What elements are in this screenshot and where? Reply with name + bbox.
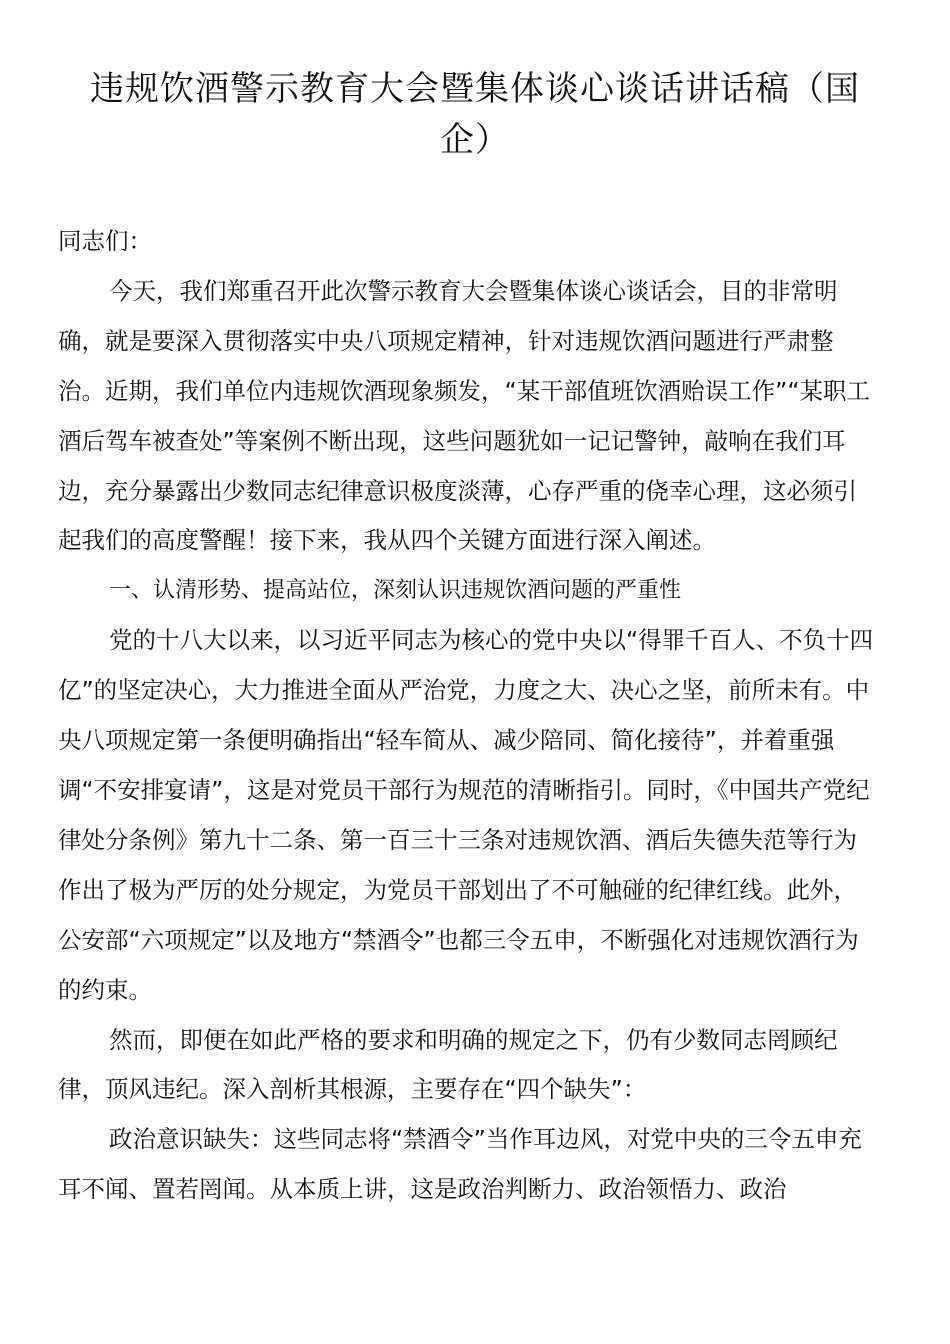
document-body — [58, 217, 880, 1215]
intro-paragraph: 今天，我们郑重召开此次警示教育大会暨集体谈心谈话会，目的非常明确，就是要深入贯彻落实中央八项规定精神，针对违规饮酒问题进行严肃整治。近期，我们单位内违规饮酒现象频发，“某干部值班饮酒贻误工作”“某职工酒后驾车被查处”等案例不断出现，这些问题犹如一记记警钟，敲响在我们耳边，充分暴露出少数同志纪律意识极度淡薄，心存严重的侥幸心理，这必须引起我们的高度警醒！接下来，我从四个关键方面进行深入阐述。 — [58, 276, 871, 555]
section-heading: 一、认清形势、提高站位，深刻认识违规饮酒问题的严重性 — [109, 578, 682, 604]
document-title: 违规饮酒警示教育大会暨集体谈心谈话讲话稿（国企） — [90, 69, 860, 160]
section-paragraph-1: 党的十八大以来，以习近平同志为核心的党中央以“得罪千百人、不负十四亿”的坚定决心，大力推进全面从严治党，力度之大、决心之坚，前所未有。中央八项规定第一条便明确指出“轻车简从、减少陪同、简化接待”，并着重强调“不安排宴请”，这是对党员干部行为规范的清晰指引。同时，《中国共产党纪律处分条例》第九十二条、第一百三十三条对违规饮酒、酒后失德失范等行为作出了极为严厉的处分规定，为党员干部划出了不可触碰的纪律红线。此外，公安部“六项规定”以及地方“禁酒令”也都三令五申，不断强化对违规饮酒行为的约束。 — [58, 626, 874, 1004]
section-paragraph-2: 然而，即便在如此严格的要求和明确的规定之下，仍有少数同志罔顾纪律，顶风违纪。深入剖析其根源，主要存在“四个缺失”： — [58, 1025, 838, 1104]
salutation: 同志们： — [58, 227, 152, 255]
section-paragraph-3: 政治意识缺失：这些同志将“禁酒令”当作耳边风，对党中央的三令五申充耳不闻、置若罔闻。从本质上讲，这是政治判断力、政治领悟力、政治 — [58, 1125, 862, 1204]
